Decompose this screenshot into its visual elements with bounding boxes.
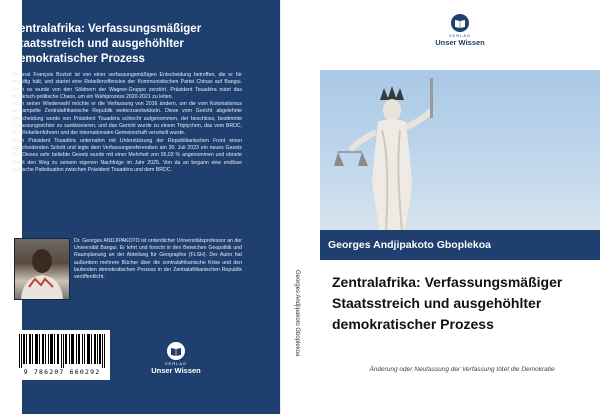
front-title: Zentralafrika: Verfassungsmäßiger Staatsstreich und ausgehöhlter demokratischer Prozess: [332, 274, 563, 332]
author-bio: Dr. Georges ANDJIPAKOTO ist ordentlicher Universitätsprofessor an der Universität Bangui. Er lehrt und forscht in den Bereichen Geopolitik und Raumplanung an der Abteilung für Geographie (FLSH). Der Autor hat außerdem mehrere Bücher über die zentralafrikanische Krise und den laufenden demokratischen Prozess in der Zentralafrikanischen Republik veröffentlicht.: [74, 238, 242, 281]
author-photo: [14, 238, 70, 300]
spine: [280, 0, 322, 414]
blurb-paragraph: General François Bozizé ist von einer verfassungsmäßigen Entscheidung betroffen, die er für ungültig hält, und startet eine Rebellenoffensive der Kommunistischen Partei Chinas auf Bangui. Doch es wurde von den Söldnern der Wagner-Gruppe zerstört. Präsident Touadéra nutzt das militärisch-politische Chaos, um ein Wahlprozess 2020-2021 zu leiten.: [12, 72, 242, 100]
publisher-label: VERLAG: [448, 33, 472, 38]
barcode-icon: [19, 334, 105, 368]
back-cover-title: Zentralafrika: Verfassungsmäßiger Staatsstreich und ausgehöhlter demokratischer Prozess: [12, 23, 202, 65]
publisher-logo-front: [412, 14, 508, 47]
blurb-paragraph: Nach seiner Wiederwahl möchte er die Verfassung von 2016 ändern, um die vom Kolonialismus zertrampelte Zentralafrikanische Republik weiterzuentwickeln. Diese vom Gericht abgelehnte Entscheidung wurde von Präsident Touadéra schlecht aufgenommen, der beschloss, bestimmte Verfassungsrichter zu sanktionieren, und das Gericht wurde zu einem Triptychon, das vom BRDC, den Rebellenführern und der internationalen Gemeinschaft verurteilt wurde.: [12, 101, 242, 137]
isbn-barcode: [14, 330, 110, 380]
book-in-circle-icon: [451, 14, 469, 32]
book-in-circle-icon: [167, 342, 185, 360]
publisher-name: Unser Wissen: [151, 366, 201, 375]
author-portrait-icon: [15, 239, 69, 299]
isbn-number: 9 786207 660292: [23, 368, 101, 376]
publisher-name: Unser Wissen: [435, 38, 485, 47]
justice-statue-image: [320, 70, 600, 230]
front-author-name: Georges Andjipakoto Gboplekoa: [328, 239, 491, 251]
justice-statue-icon: [320, 70, 600, 230]
blurb-paragraph: Doch Präsident Touadéra unternahm mit Unterstützung der Republikanischen Front einen entscheidenden Schritt und legte dem Verfassungsreferendum am 30. Juli 2023 ein neues Gesetz vor. Dieses sehr beliebte Gesetz wurde mit einer Mehrheit von 95,03 % angenommen und ebnete damit den Weg zu seinem eigenen Nachfolge im Jahr 2025. Von da an begann eine endlose politische Pattsituation zwischen Präsident Touadéra und dem BRDC.: [12, 137, 242, 173]
publisher-label: VERLAG: [164, 361, 188, 366]
back-cover-blurb: [12, 72, 242, 174]
front-subtitle: Änderung oder Neufassung der Verfassung tötet die Demokratie: [369, 366, 555, 373]
front-author-band: [320, 230, 600, 260]
spine-author: Georges Andjipakoto Gboplekoa: [294, 270, 300, 357]
publisher-logo-back: [150, 342, 202, 375]
